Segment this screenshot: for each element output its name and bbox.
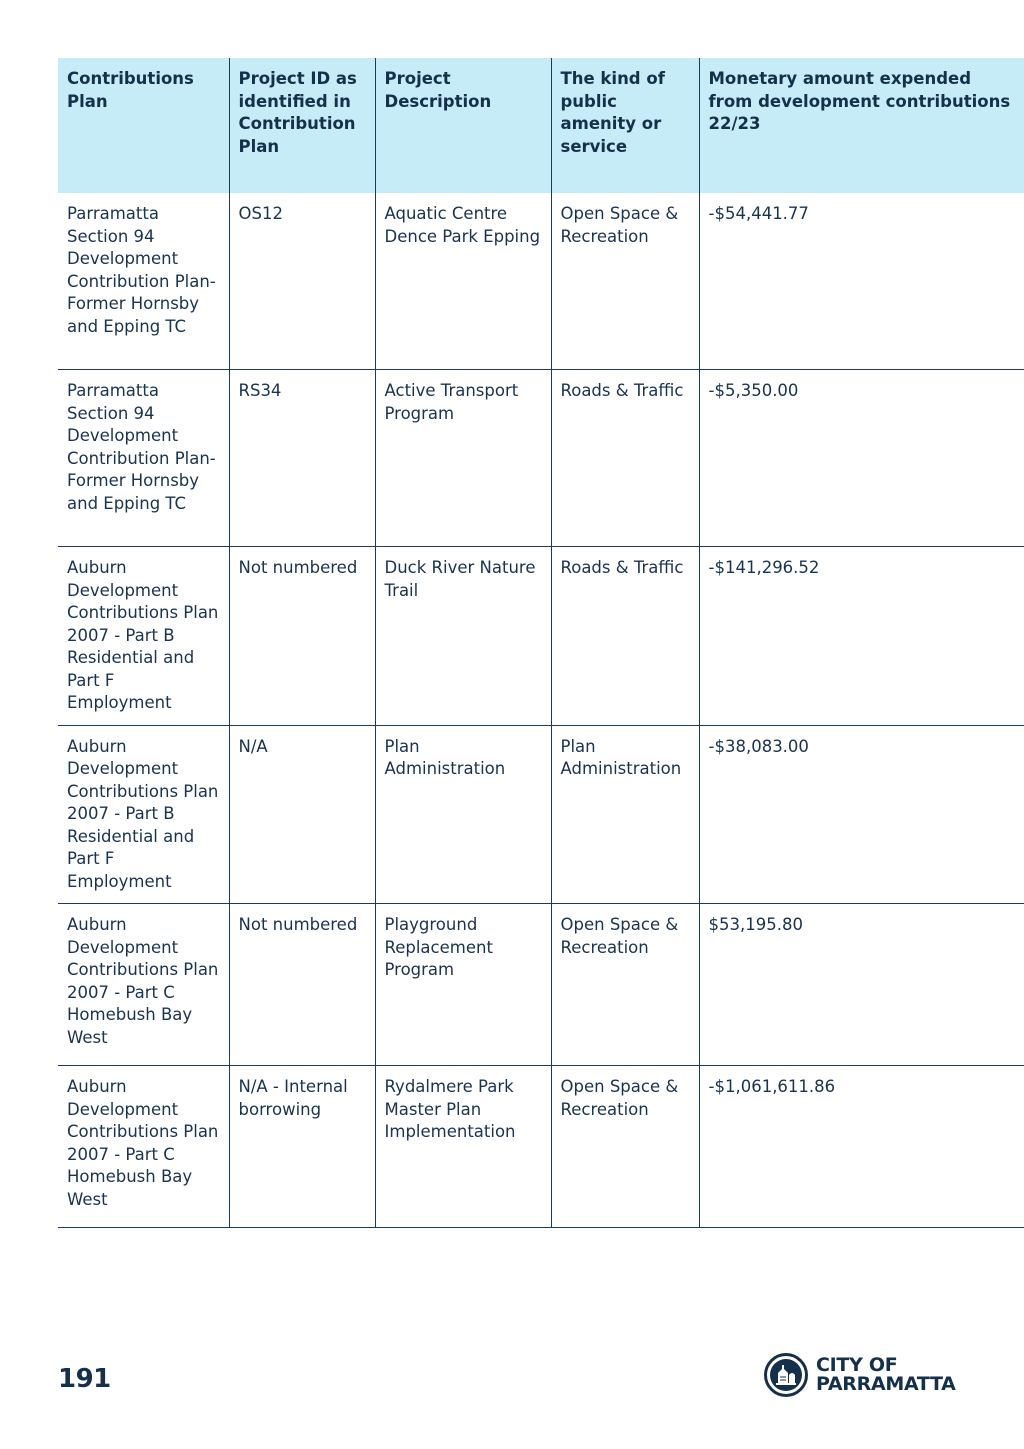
cell-project-id: RS34: [229, 370, 375, 547]
cell-amount: -$141,296.52: [699, 547, 1024, 726]
cell-project-id: N/A - Internal borrowing: [229, 1066, 375, 1228]
table-row: [58, 193, 1024, 370]
cell-plan: Auburn Development Contributions Plan 2007 - Part B Residential and Part F Employment: [58, 547, 229, 726]
cell-description: Plan Administration: [375, 725, 551, 904]
cell-description: Playground Replacement Program: [375, 904, 551, 1066]
cell-amenity: Roads & Traffic: [551, 547, 699, 726]
header-contributions-plan: Contributions Plan: [58, 58, 229, 193]
contributions-table-container: [58, 58, 1024, 1228]
cell-plan: Parramatta Section 94 Development Contribution Plan-Former Hornsby and Epping TC: [58, 370, 229, 547]
cell-plan: Auburn Development Contributions Plan 2007 - Part B Residential and Part F Employment: [58, 725, 229, 904]
logo-text-line2: PARRAMATTA: [816, 1373, 956, 1395]
cell-project-id: Not numbered: [229, 904, 375, 1066]
cell-amenity: Plan Administration: [551, 725, 699, 904]
page-number: 191: [58, 1364, 111, 1394]
cell-amount: -$38,083.00: [699, 725, 1024, 904]
header-monetary-amount: Monetary amount expended from development contributions 22/23: [699, 58, 1024, 193]
cell-plan: Auburn Development Contributions Plan 2007 - Part C Homebush Bay West: [58, 904, 229, 1066]
cell-project-id: Not numbered: [229, 547, 375, 726]
cell-description: Aquatic Centre Dence Park Epping: [375, 193, 551, 370]
table-row: [58, 904, 1024, 1066]
table-row: [58, 725, 1024, 904]
header-amenity-kind: The kind of public amenity or service: [551, 58, 699, 193]
cell-description: Duck River Nature Trail: [375, 547, 551, 726]
cell-amount: -$1,061,611.86: [699, 1066, 1024, 1228]
city-of-parramatta-logo: [764, 1352, 956, 1398]
cell-amount: -$54,441.77: [699, 193, 1024, 370]
cell-description: Rydalmere Park Master Plan Implementation: [375, 1066, 551, 1228]
cell-amount: -$5,350.00: [699, 370, 1024, 547]
table-row: [58, 370, 1024, 547]
table-row: [58, 1066, 1024, 1228]
cell-amenity: Roads & Traffic: [551, 370, 699, 547]
header-project-id: Project ID as identified in Contribution Plan: [229, 58, 375, 193]
table-row: [58, 547, 1024, 726]
header-project-description: Project Description: [375, 58, 551, 193]
cell-amenity: Open Space & Recreation: [551, 904, 699, 1066]
logo-text-line1: CITY OF: [816, 1354, 898, 1376]
cell-amenity: Open Space & Recreation: [551, 1066, 699, 1228]
cell-plan: Parramatta Section 94 Development Contribution Plan-Former Hornsby and Epping TC: [58, 193, 229, 370]
table-header-row: [58, 58, 1024, 193]
cell-amenity: Open Space & Recreation: [551, 193, 699, 370]
cell-description: Active Transport Program: [375, 370, 551, 547]
city-crest-icon: [764, 1353, 808, 1397]
cell-plan: Auburn Development Contributions Plan 2007 - Part C Homebush Bay West: [58, 1066, 229, 1228]
logo-wordmark: [816, 1356, 956, 1394]
cell-project-id: OS12: [229, 193, 375, 370]
cell-project-id: N/A: [229, 725, 375, 904]
cell-amount: $53,195.80: [699, 904, 1024, 1066]
contributions-table: [58, 58, 1024, 1228]
